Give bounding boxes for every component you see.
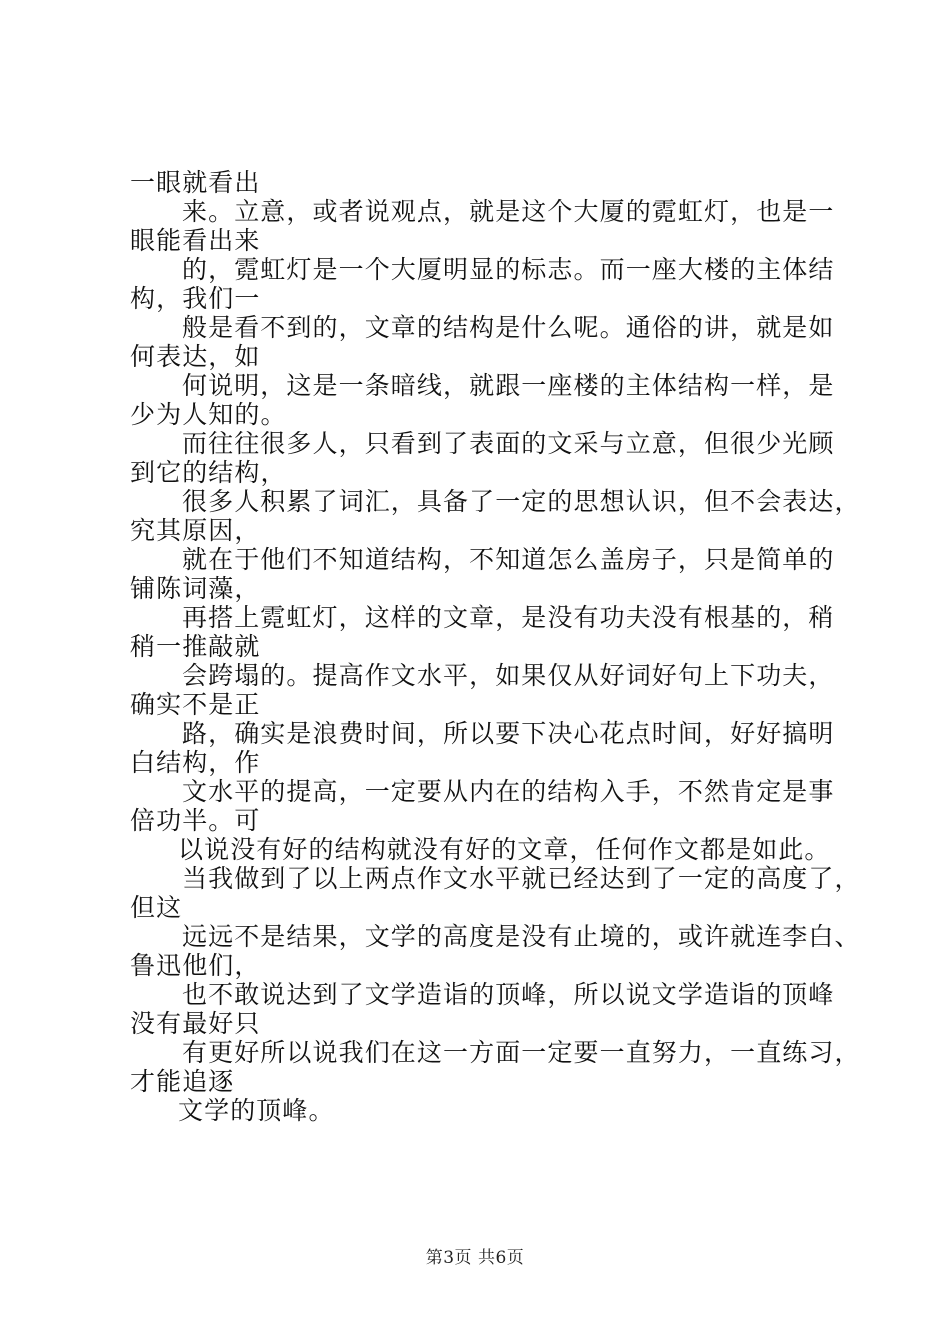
page-footer bbox=[0, 1243, 950, 1268]
text-line: 再搭上霓虹灯，这样的文章，是没有功夫没有根基的，稍 bbox=[182, 603, 835, 632]
text-line: 究其原因， bbox=[130, 516, 261, 545]
text-line: 远远不是结果，文学的高度是没有止境的，或许就连李白、 bbox=[182, 922, 861, 951]
text-line: 构，我们一 bbox=[130, 284, 261, 313]
text-line: 眼能看出来 bbox=[130, 226, 261, 255]
text-line: 稍一推敲就 bbox=[130, 632, 261, 661]
document-body bbox=[130, 168, 861, 1125]
text-line: 路，确实是浪费时间，所以要下决心花点时间，好好搞明 bbox=[182, 719, 835, 748]
text-line: 白结构，作 bbox=[130, 748, 261, 777]
text-line: 就在于他们不知道结构，不知道怎么盖房子，只是简单的 bbox=[182, 545, 835, 574]
text-line: 文学的顶峰。 bbox=[178, 1096, 335, 1125]
text-line: 确实不是正 bbox=[130, 690, 261, 719]
text-line: 到它的结构， bbox=[130, 458, 287, 487]
text-line: 何表达，如 bbox=[130, 342, 261, 371]
page-number: 第3页 共6页 bbox=[425, 1248, 525, 1268]
text-line: 会跨塌的。提高作文水平，如果仅从好词好句上下功夫， bbox=[182, 661, 835, 690]
text-line: 何说明，这是一条暗线，就跟一座楼的主体结构一样，是 bbox=[182, 371, 835, 400]
text-line: 但这 bbox=[130, 893, 183, 922]
text-line: 也不敢说达到了文学造诣的顶峰，所以说文学造诣的顶峰 bbox=[182, 980, 835, 1009]
text-line: 文水平的提高，一定要从内在的结构入手，不然肯定是事 bbox=[182, 777, 835, 806]
text-line: 少为人知的。 bbox=[130, 400, 287, 429]
text-line: 有更好所以说我们在这一方面一定要一直努力，一直练习， bbox=[182, 1038, 861, 1067]
text-line: 没有最好只 bbox=[130, 1009, 261, 1038]
text-line: 当我做到了以上两点作文水平就已经达到了一定的高度了， bbox=[182, 864, 861, 893]
text-line: 才能追逐 bbox=[130, 1067, 235, 1096]
text-line: 的，霓虹灯是一个大厦明显的标志。而一座大楼的主体结 bbox=[182, 255, 835, 284]
text-line: 以说没有好的结构就没有好的文章，任何作文都是如此。 bbox=[178, 835, 831, 864]
text-line: 而往往很多人，只看到了表面的文采与立意，但很少光顾 bbox=[182, 429, 835, 458]
text-line: 来。立意，或者说观点，就是这个大厦的霓虹灯，也是一 bbox=[182, 197, 835, 226]
text-line: 倍功半。可 bbox=[130, 806, 261, 835]
text-line: 鲁迅他们， bbox=[130, 951, 261, 980]
text-line: 很多人积累了词汇，具备了一定的思想认识，但不会表达， bbox=[182, 487, 861, 516]
text-line: 一眼就看出 bbox=[130, 168, 261, 197]
text-line: 铺陈词藻， bbox=[130, 574, 261, 603]
text-line: 般是看不到的，文章的结构是什么呢。通俗的讲，就是如 bbox=[182, 313, 835, 342]
